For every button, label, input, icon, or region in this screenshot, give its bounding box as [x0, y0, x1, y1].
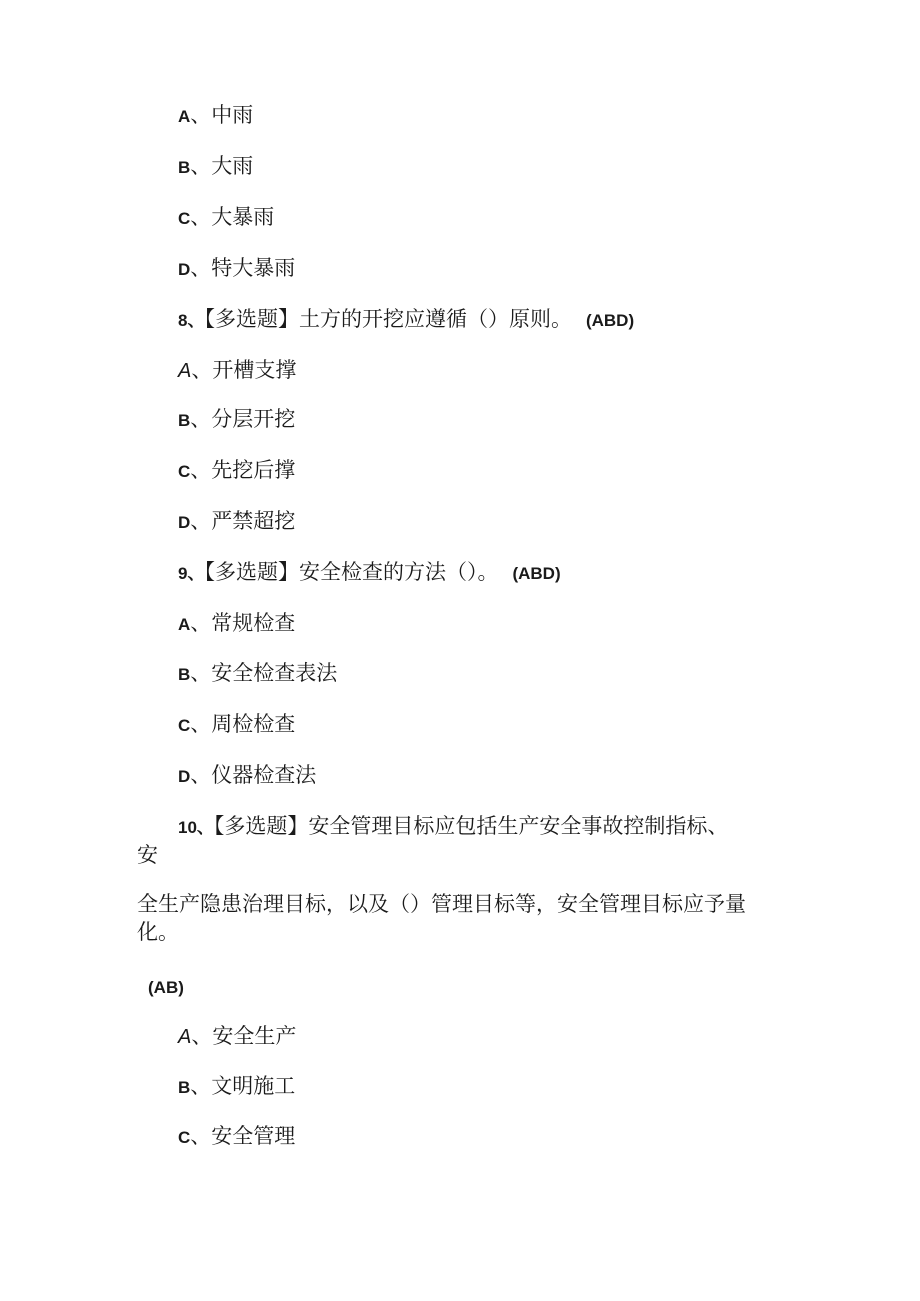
question-number: 9、	[178, 564, 205, 583]
option-text: 开槽支撑	[212, 358, 297, 382]
question-text-end	[137, 918, 179, 946]
question-type-tag: 【多选题】	[213, 814, 309, 838]
option-label: D	[178, 767, 191, 786]
option-label: B	[178, 411, 191, 430]
option-d	[178, 761, 316, 791]
option-label: C	[178, 462, 191, 481]
question-text-wrap	[137, 841, 158, 869]
question-type-tag: 【多选题】	[204, 307, 299, 331]
option-label: A	[178, 107, 191, 126]
option-c	[178, 710, 295, 740]
option-label: D	[178, 260, 191, 279]
option-b	[178, 152, 253, 182]
option-a	[178, 609, 295, 639]
option-a	[178, 356, 296, 385]
option-text: 文明施工	[211, 1074, 296, 1098]
option-label: A	[178, 615, 191, 634]
question-text: 安	[137, 843, 158, 867]
option-label: A	[178, 360, 192, 382]
option-label: C	[178, 209, 191, 228]
option-separator: 、	[190, 205, 212, 229]
answer-key: (ABD)	[585, 311, 635, 330]
question-text: 土方的开挖应遵循（）原则。	[298, 307, 572, 331]
option-label: B	[178, 665, 191, 684]
question-text: 安全管理目标应包括生产安全事故控制指标、	[308, 814, 729, 838]
option-separator: 、	[190, 458, 212, 482]
option-text: 安全检查表法	[211, 661, 338, 685]
option-d	[178, 507, 295, 537]
option-text: 严禁超挖	[211, 509, 296, 533]
answer-key: (ABD)	[512, 564, 561, 583]
option-separator: 、	[190, 256, 212, 280]
question-text: 化。	[137, 920, 179, 944]
option-label: B	[178, 1078, 191, 1097]
option-text: 先挖后撑	[211, 458, 296, 482]
option-b	[178, 1072, 295, 1102]
option-b	[178, 659, 337, 689]
question-10	[178, 812, 728, 842]
option-text: 安全生产	[212, 1024, 297, 1048]
option-separator: 、	[191, 358, 213, 382]
question-9	[178, 558, 561, 588]
option-text: 周检检查	[211, 712, 296, 736]
option-a	[178, 1022, 296, 1051]
question-number: 8、	[178, 311, 205, 330]
option-separator: 、	[190, 661, 212, 685]
option-label: D	[178, 513, 191, 532]
question-8	[178, 305, 634, 335]
option-a	[178, 101, 253, 131]
option-separator: 、	[190, 154, 212, 178]
option-text: 大雨	[211, 154, 254, 178]
answer-row	[148, 972, 184, 1002]
option-text: 中雨	[211, 103, 254, 127]
option-separator: 、	[190, 763, 212, 787]
option-separator: 、	[190, 407, 212, 431]
option-text: 安全管理	[211, 1124, 296, 1148]
option-separator: 、	[190, 611, 212, 635]
answer-key: (AB)	[148, 978, 184, 997]
question-text-continued	[137, 890, 746, 918]
option-label: C	[178, 1128, 191, 1147]
option-text: 分层开挖	[211, 407, 296, 431]
question-text: 全生产隐患治理目标，以及（）管理目标等，安全管理目标应予量	[137, 892, 746, 916]
option-c	[178, 203, 274, 233]
option-b	[178, 405, 295, 435]
option-label: C	[178, 716, 191, 735]
option-separator: 、	[191, 1024, 213, 1048]
question-text: 安全检查的方法（）。	[298, 560, 499, 584]
option-text: 大暴雨	[211, 205, 275, 229]
option-d	[178, 254, 295, 284]
option-separator: 、	[190, 509, 212, 533]
question-number: 10、	[178, 818, 214, 837]
question-type-tag: 【多选题】	[204, 560, 299, 584]
option-text: 常规检查	[211, 611, 296, 635]
option-label: A	[178, 1026, 192, 1048]
option-c	[178, 1122, 295, 1152]
option-separator: 、	[190, 103, 212, 127]
option-c	[178, 456, 295, 486]
option-label: B	[178, 158, 191, 177]
option-separator: 、	[190, 1124, 212, 1148]
option-separator: 、	[190, 712, 212, 736]
option-text: 仪器检查法	[211, 763, 317, 787]
option-separator: 、	[190, 1074, 212, 1098]
option-text: 特大暴雨	[211, 256, 296, 280]
